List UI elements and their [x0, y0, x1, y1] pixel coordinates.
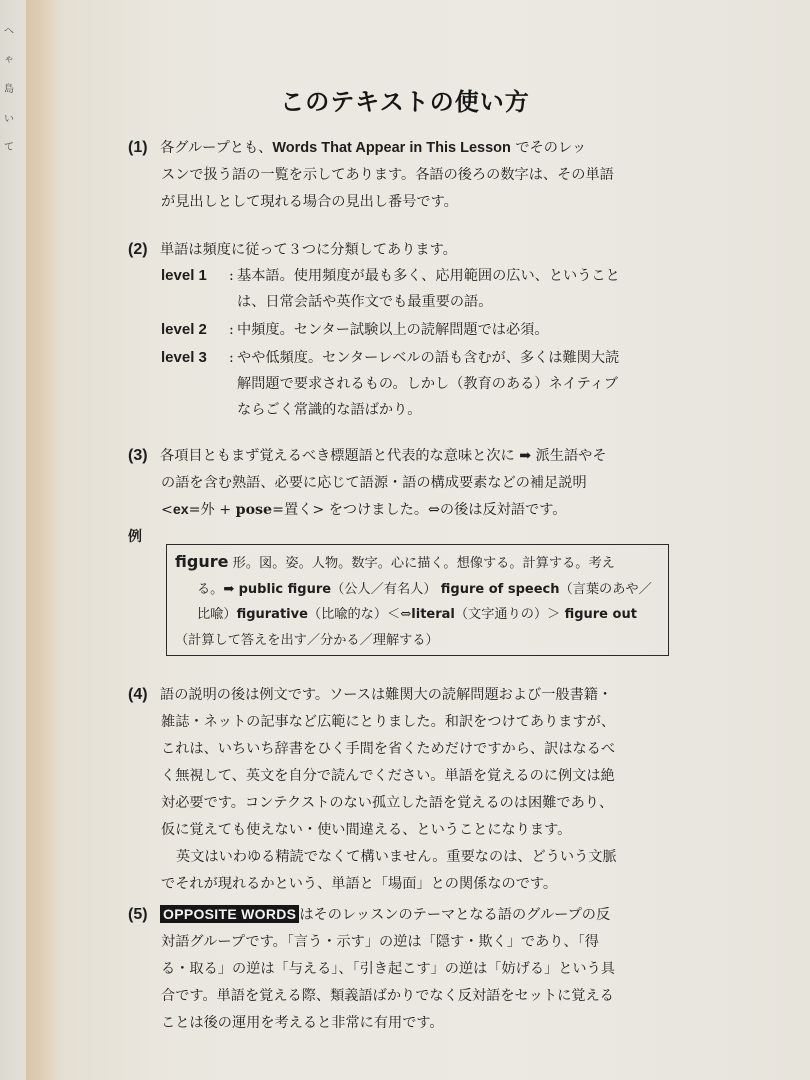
root: pose [235, 502, 273, 518]
facing-page-text: い [4, 114, 14, 125]
text-line: 対語グループです。「言う・示す」の逆は「隠す・欺く」であり、「得 [161, 934, 599, 950]
text-line: ならごく常識的な語ばかり。 [237, 402, 422, 418]
text: 比喩） [197, 607, 237, 622]
text-line: これは、いちいち辞書をひく手間を省くためだけですから、訳はなるべ [161, 741, 616, 757]
level-2-row: level 2 : 中頻度。センター試験以上の読解問題では必須。 [128, 317, 673, 343]
section-number: (4) [128, 686, 148, 703]
text-line: 解問題で要求されるもの。しかし（教育のある）ネイティブ [237, 376, 619, 392]
phrase: figurative [236, 607, 308, 622]
text: 各項目ともまず覚えるべき標題語と代表的な意味と次に ➡ 派生語やそ [160, 448, 607, 464]
section-number: (1) [128, 139, 148, 156]
example-label: 例 [128, 529, 142, 545]
prefix: ex [172, 502, 189, 518]
text-line: の語を含む熟語、必要に応じて語源・語の構成要素などの補足説明 [161, 475, 587, 491]
section-1 [128, 134, 673, 216]
etymology-line [128, 497, 673, 524]
example-box [166, 544, 669, 656]
gloss: （比喩的な）＜⇔ [307, 607, 412, 622]
text-line: は、日常会話や英作文でも最重要の語。 [237, 294, 493, 310]
example-headword: figure [175, 552, 229, 571]
level-3-row: level 3 : やや低頻度。センターレベルの語も含むが、多くは難関大読 解問題で要求されるもの。しかし（教育のある）ネイティブ ならごく常識的な語ばかり。 [128, 345, 673, 423]
page-title: このテキストの使い方 [280, 88, 530, 116]
level-label: level 1 [161, 267, 207, 284]
phrase: literal [411, 607, 455, 622]
section-4 [128, 681, 673, 898]
section-number: (2) [128, 241, 148, 258]
gloss: （公人／有名人） [331, 581, 437, 597]
text: はそのレッスンのテーマとなる語のグループの反 [299, 907, 611, 923]
gloss: （文字通りの）＞ [454, 607, 565, 622]
text: 単語は頻度に従って３つに分類してあります。 [160, 242, 457, 258]
section-2 [128, 237, 673, 423]
level-label: level 3 [161, 349, 207, 366]
section-number: (5) [128, 906, 148, 923]
text: =外 + [188, 502, 236, 518]
text-line: スンで扱う語の一覧を示してあります。各語の後ろの数字は、その単語 [161, 167, 614, 183]
text: < [161, 502, 173, 518]
text-line: 仮に覚えても使えない・使い間違える、ということになります。 [161, 822, 572, 838]
level-1-row: level 1 : 基本語。使用頻度が最も多く、応用範囲の広い、ということ は、日常会話や英作文でも最重要の語。 [128, 263, 673, 315]
level-label: level 2 [161, 321, 207, 338]
facing-page-text: て [4, 142, 14, 153]
text-line: 対必要です。コンテクストのない孤立した語を覚えるのは困難であり、 [161, 795, 614, 811]
text-line: 基本語。使用頻度が最も多く、応用範囲の広い、ということ [237, 268, 620, 284]
text-line: く無視して、英文を自分で読んでください。単語を覚えるのに例文は絶 [161, 768, 615, 784]
text: 各グループとも、 [160, 140, 273, 156]
phrase: figure of speech [440, 581, 560, 597]
facing-page-text: 島 [4, 84, 14, 95]
text-line: 合です。単語を覚える際、類義語ばかりでなく反対語をセットに覚える [161, 988, 614, 1004]
gloss: （言葉のあや／ [559, 581, 652, 597]
facing-page-text: へ [4, 26, 14, 37]
text-line: でそれが現れるかという、単語と「場面」との関係なのです。 [161, 876, 558, 892]
text: 形。図。姿。人物。数字。心に描く。想像する。計算する。考え [228, 556, 615, 571]
opposite-words-badge: OPPOSITE WORDS [160, 905, 299, 923]
text: をつけました。⇔の後は反対語です。 [324, 502, 567, 518]
section-3 [128, 442, 673, 551]
text-line: が見出しとして現れる場合の見出し番号です。 [161, 194, 458, 210]
text-line: 中頻度。センター試験以上の読解問題では必須。 [237, 322, 549, 338]
text-line: やや低頻度。センターレベルの語も含むが、多くは難関大読 [237, 350, 620, 366]
text: =置く [272, 502, 313, 518]
text: 語の説明の後は例文です。ソースは難関大の読解問題および一般書籍・ [160, 687, 613, 703]
section-5 [128, 901, 673, 1037]
text-line: ことは後の運用を考えると非常に有用です。 [161, 1015, 444, 1031]
text-line: る・取る」の逆は「与える」、「引き起こす」の逆は「妨げる」という具 [161, 961, 615, 977]
phrase: figure out [564, 607, 637, 622]
text: > [312, 502, 325, 518]
text-line: 雑誌・ネットの記事など広範にとりました。和訳をつけてありますが、 [161, 714, 616, 730]
text: でそのレッ [515, 140, 587, 156]
text-line: 英文はいわゆる精読でなくて構いません。重要なのは、どういう文脈 [176, 849, 617, 865]
text-line: （計算して答えを出す／分かる／理解する） [175, 632, 439, 648]
facing-page-text: ゃ [4, 54, 14, 65]
text: る。➡ [197, 581, 239, 597]
lesson-words-term: Words That Appear in This Lesson [272, 140, 511, 156]
section-number: (3) [128, 447, 148, 464]
phrase: public figure [238, 581, 332, 597]
